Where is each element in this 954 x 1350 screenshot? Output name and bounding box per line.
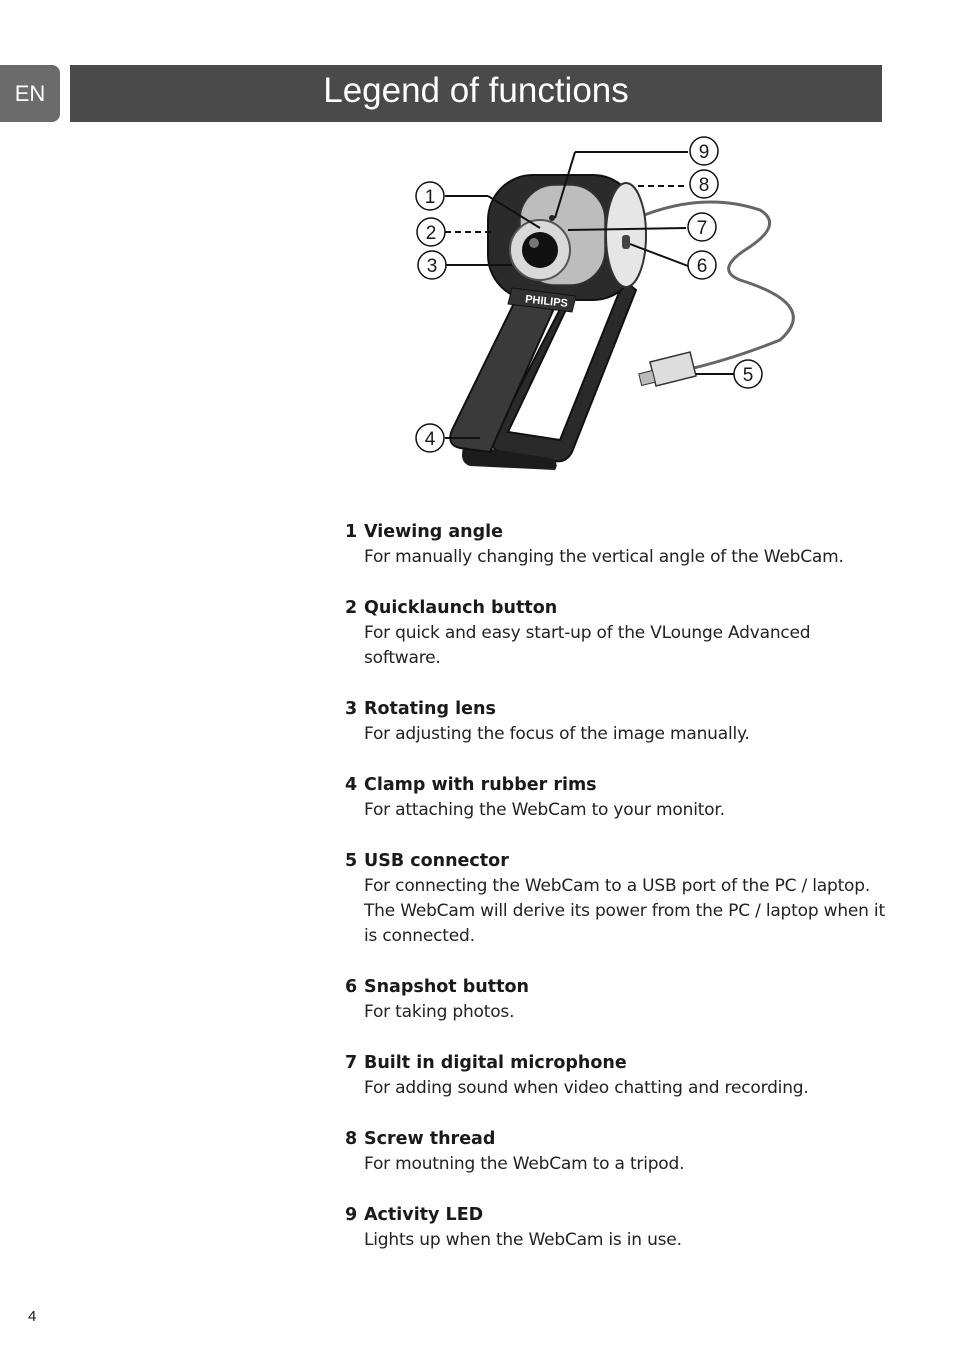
callout-3 [418,251,446,279]
legend-item [345,772,885,823]
callout-number: 8 [698,175,710,196]
activity-led [549,215,555,221]
item-number: 9 [345,1205,358,1225]
language-tab: EN [0,65,60,122]
item-number: 7 [345,1053,358,1073]
callout-number: 2 [425,223,437,244]
item-number: 5 [345,851,358,871]
page-title: Legend of functions [323,71,629,110]
item-number: 3 [345,699,358,719]
lens-highlight [529,238,539,248]
legend-item [345,696,885,747]
legend-item [345,974,885,1025]
callout-number: 1 [424,187,436,208]
webcam-figure [400,130,830,490]
callout-9 [690,137,718,165]
callout-number: 3 [426,256,438,277]
usb-plug [650,352,696,386]
item-description: Lights up when the WebCam is in use. [364,1230,682,1250]
item-title: Activity LED [364,1205,484,1225]
item-description: For taking photos. [364,1002,515,1022]
item-description: For adjusting the focus of the image manually. [364,724,750,744]
item-description: For adding sound when video chatting and recording. [364,1078,809,1098]
item-title: Built in digital microphone [364,1053,627,1073]
legend-item [345,519,885,570]
callout-number: 4 [424,429,436,450]
item-title: Screw thread [364,1129,496,1149]
item-description: For manually changing the vertical angle of the WebCam. [364,547,844,567]
legend-item [345,848,885,949]
item-number: 1 [345,522,358,542]
legend-item [345,1202,885,1253]
callout-2 [417,218,445,246]
item-number: 8 [345,1129,358,1149]
callout-number: 5 [742,365,754,386]
brand-label: PHILIPS [524,293,569,310]
item-description: For quick and easy start-up of the VLounge Advanced software. [364,623,811,668]
callout-6 [688,251,716,279]
snapshot-button [622,235,630,249]
item-number: 6 [345,977,358,997]
item-title: Quicklaunch button [364,598,558,618]
item-title: USB connector [364,851,509,871]
item-description: For connecting the WebCam to a USB port of the PC / laptop. The WebCam will derive its power from the PC / laptop when it is connected. [364,876,885,946]
title-bar [70,65,882,122]
legend-item [345,1126,885,1177]
callout-number: 9 [698,142,710,163]
legend-list [345,519,885,1278]
item-description: For moutning the WebCam to a tripod. [364,1154,685,1174]
callout-number: 6 [696,256,708,277]
usb-tip [639,370,655,385]
page-number: 4 [28,1308,37,1325]
callout-number: 7 [696,218,708,239]
callout-7 [688,213,716,241]
item-title: Clamp with rubber rims [364,775,597,795]
item-title: Viewing angle [364,522,504,542]
webcam-illustration [400,130,830,490]
callout-4 [416,424,444,452]
callout-1 [416,182,444,210]
item-number: 4 [345,775,358,795]
lens [522,232,558,268]
callout-5 [734,360,762,388]
legend-item [345,1050,885,1101]
legend-item [345,595,885,671]
item-title: Rotating lens [364,699,496,719]
callout-8 [690,170,718,198]
item-description: For attaching the WebCam to your monitor. [364,800,725,820]
item-title: Snapshot button [364,977,529,997]
item-number: 2 [345,598,358,618]
